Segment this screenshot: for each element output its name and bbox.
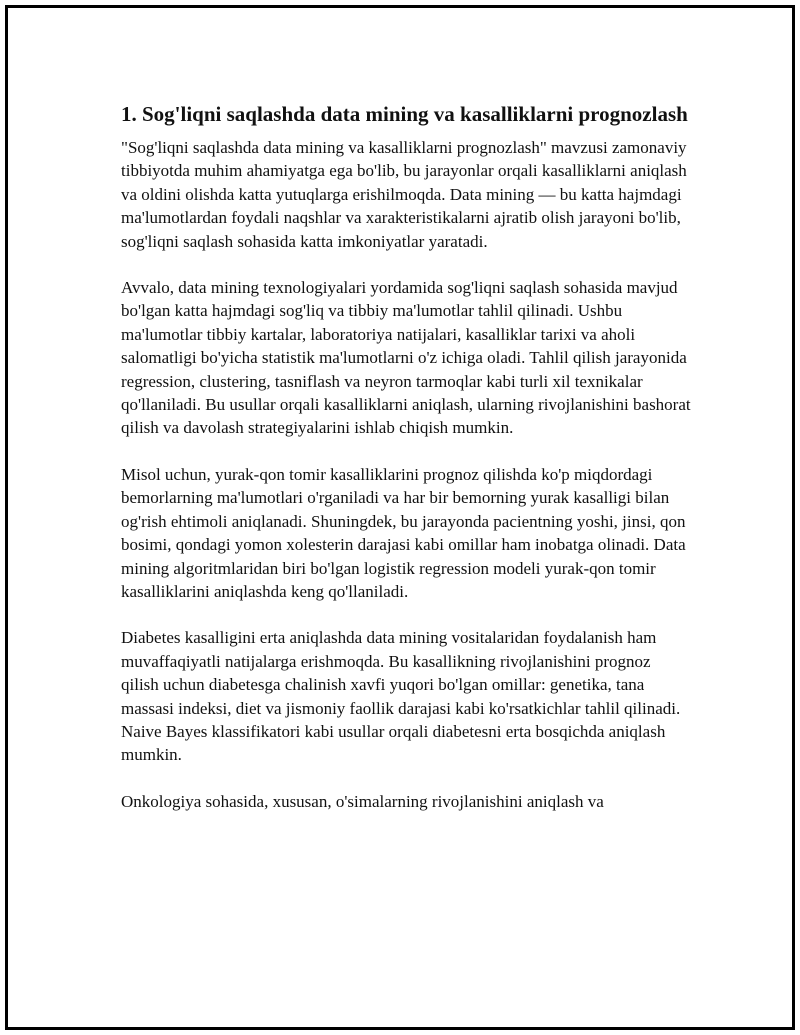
- document-body: [121, 100, 691, 836]
- paragraph-3: Misol uchun, yurak-qon tomir kasalliklarini prognoz qilishda ko'p miqdordagi bemorlarning ma'lumotlari o'rganiladi va har bir bemorning yurak kasalligi bilan og'rish ehtimoli aniqlanadi. Shuningdek, bu jarayonda pacientning yoshi, jinsi, qon bosimi, qondagi yomon xolesterin darajasi kabi omillar ham inobatga olinadi. Data mining algoritmlaridan biri bo'lgan logistik regression modeli yurak-qon tomir kasalliklarini aniqlashda keng qo'llaniladi.: [121, 464, 686, 601]
- paragraph-5: Onkologiya sohasida, xususan, o'simalarning rivojlanishini aniqlash va: [121, 791, 604, 811]
- page-frame: [5, 5, 795, 1030]
- paragraph-4: Diabetes kasalligini erta aniqlashda data mining vositalaridan foydalanish ham muvaffaqiyatli natijalarga erishmoqda. Bu kasallikning rivojlanishini prognoz qilish uchun diabetesga chalinish xavfi yuqori bo'lgan omillar: genetika, tana massasi indeksi, diet va jismoniy faollik darajasi kabi ko'rsatkichlar tahlil qilinadi. Naive Bayes klassifikatori kabi usullar orqali diabetesni erta bosqichda aniqlash mumkin.: [121, 628, 681, 765]
- section-title: 1. Sog'liqni saqlashda data mining va kasalliklarni prognozlash: [121, 102, 688, 126]
- paragraph-1: "Sog'liqni saqlashda data mining va kasalliklarni prognozlash" mavzusi zamonaviy tibbiyotda muhim ahamiyatga ega bo'lib, bu jarayonlar orqali kasalliklarni aniqlash va oldini olishda katta yutuqlarga erishilmoqda. Data mining — bu katta hajmdagi ma'lumotlardan foydali naqshlar va xarakteristikalarni ajratib olish jarayoni bo'lib, sog'liqni saqlash sohasida katta imkoniyatlar yaratadi.: [121, 138, 687, 251]
- paragraph-2: Avvalo, data mining texnologiyalari yordamida sog'liqni saqlash sohasida mavjud bo'lgan katta hajmdagi sog'liq va tibbiy ma'lumotlar tahlil qilinadi. Ushbu ma'lumotlar tibbiy kartalar, laboratoriya natijalari, kasalliklar tarixi va aholi salomatligi bo'yicha statistik ma'lumotlarni o'z ichiga oladi. Tahlil qilish jarayonida regression, clustering, tasniflash va neyron tarmoqlar kabi turli xil texnikalar qo'llaniladi. Bu usullar orqali kasalliklarni aniqlash, ularning rivojlanishini bashorat qilish va davolash strategiyalarini ishlab chiqish mumkin.: [121, 278, 691, 438]
